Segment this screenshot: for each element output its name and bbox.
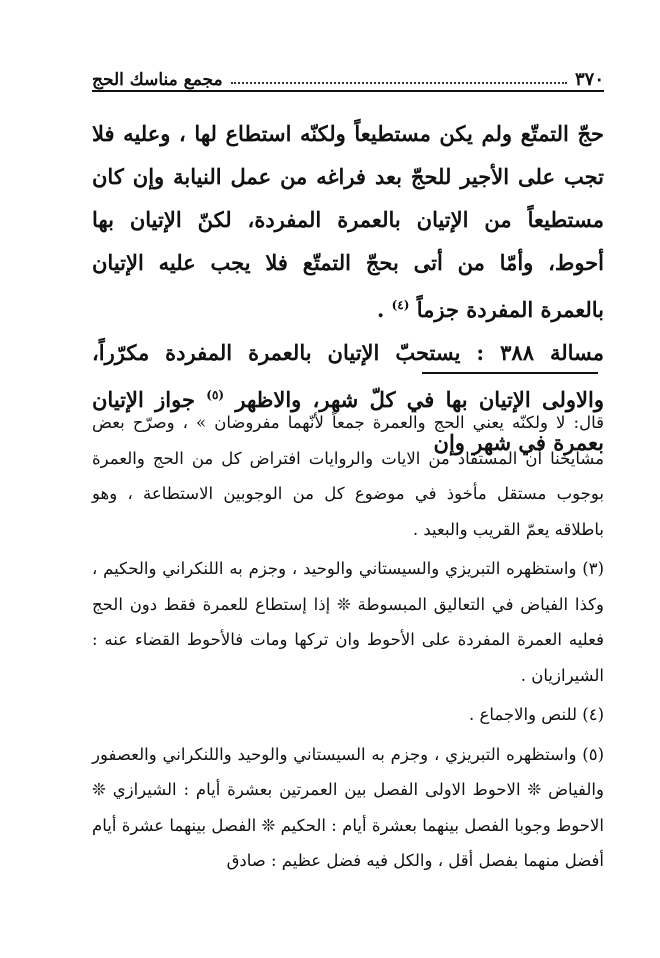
main-paragraph — [92, 112, 604, 331]
issue-text-continued: جواز الإتيان بعمرة في شهر وإن — [92, 387, 604, 455]
book-title: مجمع مناسك الحج — [92, 70, 223, 90]
footnotes — [92, 405, 604, 879]
footnote-continuation: قال: لا ولكنّه يعني الحج والعمرة جمعاً لأنّهما مفروضان » ، وصرّح بعض مشايخنا أن المستفاد من الايات والروايات افتراض كل من الحج والعمرة بوجوب مستقل مأخوذ في موضوع كل من الوجوبين الاستطاعة ، وهو باطلاقه يعمّ القريب والبعيد . — [92, 413, 604, 539]
issue-separator: : — [460, 340, 501, 365]
issue-text: يستحبّ الإتيان بالعمرة المفردة مكرّراً، والاولى الإتيان بها في كلّ شهر، والاظهر — [92, 340, 604, 412]
paragraph-text: حجّ التمتّع ولم يكن مستطيعاً ولكنّه استطاع لها ، وعليه فلا تجب على الأجير للحجّ بعد فراغه من عمل النيابة وإن كان مستطيعاً من الإتيان بالعمرة المفردة، لكنّ الإتيان بها أحوط، وأمّا من أتى بحجّ التمتّع فلا يجب عليه الإتيان بالعمرة المفردة جزماً — [92, 121, 604, 322]
issue-label: مسالة ٣٨٨ — [500, 340, 604, 365]
footnote-ref: (٥) — [206, 388, 225, 402]
footnote-3: (٣) واستظهره التبريزي والسيستاني والوحيد ، وجزم به اللنكراني والحكيم ، وكذا الفياض في التعاليق المبسوطة ❊ إذا إستطاع للعمرة فقط دون الحج فعليه العمرة المفردة على الأحوط وان تركها ومات فالأحوط القضاء عنه : الشيرازيان . — [92, 559, 604, 685]
paragraph-end: . — [376, 297, 392, 322]
header-dotted-leader — [231, 80, 567, 84]
footnote-5: (٥) واستظهره التبريزي ، وجزم به السيستاني والوحيد واللنكراني والعصفور والفياض ❊ الاحوط الاولى الفصل بين العمرتين بعشرة أيام : الشيرازي ❊ الاحوط وجوبا الفصل بينهما بعشرة أيام : الحكيم ❊ الفصل بينهما عشرة أيام أفضل منهما بفصل أقل ، والكل فيه فضل عظيم : صادق — [92, 744, 604, 870]
footnote-ref: (٤) — [391, 298, 410, 312]
footnote-separator — [422, 372, 598, 374]
footnote-4: (٤) للنص والاجماع . — [469, 705, 604, 724]
page-number: ٣٧٠ — [574, 69, 604, 90]
page-header — [92, 60, 604, 92]
